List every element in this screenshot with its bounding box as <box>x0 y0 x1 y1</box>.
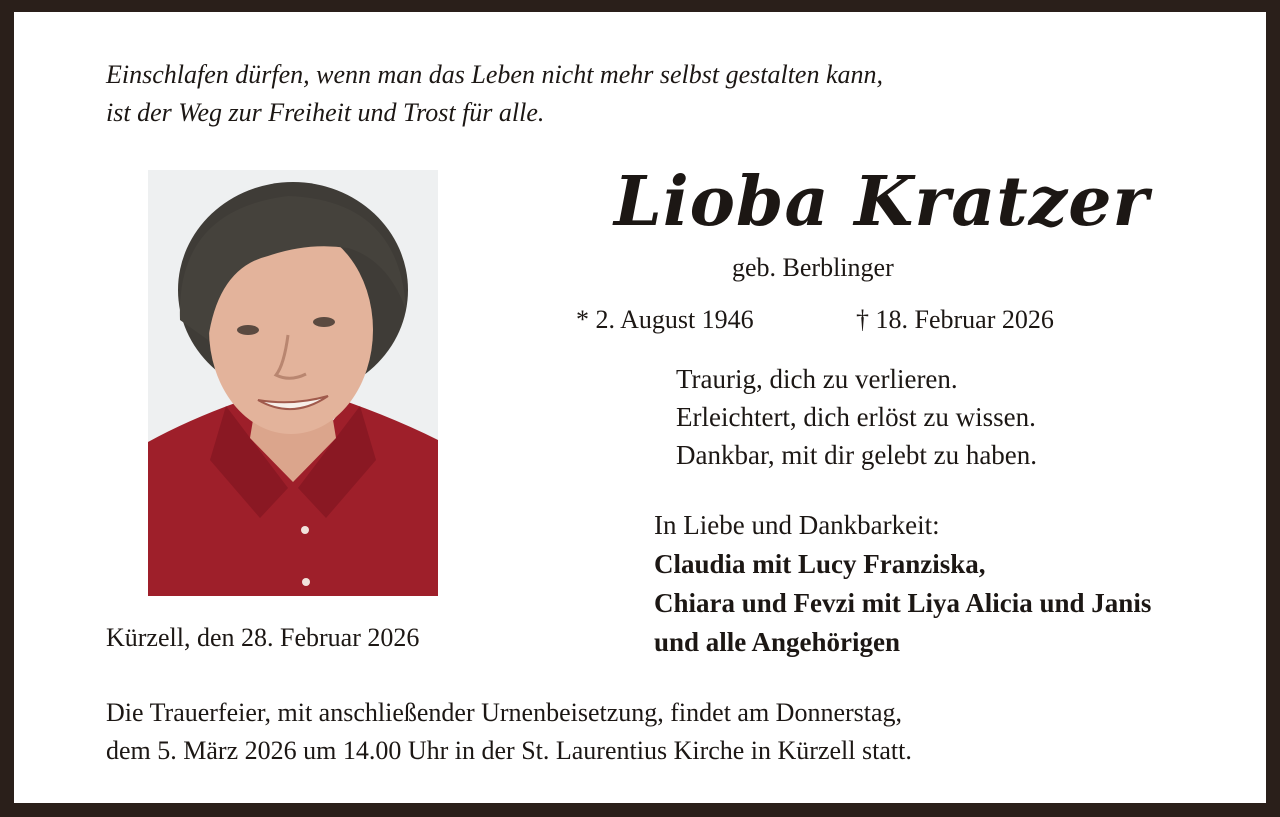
quote-line-2: ist der Weg zur Freiheit und Trost für alle. <box>106 98 545 127</box>
birth-date: * 2. August 1946 <box>576 305 754 334</box>
verse-line: Dankbar, mit dir gelebt zu haben. <box>676 440 1038 470</box>
mourner-name: Claudia mit Lucy Franziska, <box>654 549 986 579</box>
mourners-intro: In Liebe und Dankbarkeit: <box>654 510 940 540</box>
mourner-name: und alle Angehörigen <box>654 627 901 657</box>
mourners-block <box>654 506 1151 662</box>
opening-quote <box>106 56 883 132</box>
obituary-card <box>14 12 1266 803</box>
service-announcement <box>106 694 912 770</box>
portrait-illustration <box>148 170 438 596</box>
service-line-2: dem 5. März 2026 um 14.00 Uhr in der St. Laurentius Kirche in Kürzell statt. <box>106 736 912 765</box>
death-date: † 18. Februar 2026 <box>856 305 1054 334</box>
service-line-1: Die Trauerfeier, mit anschließender Urnenbeisetzung, findet am Donnerstag, <box>106 698 903 727</box>
deceased-name: Lioba Kratzer <box>614 162 1150 242</box>
mourner-name: Chiara und Fevzi mit Liya Alicia und Janis <box>654 588 1152 618</box>
memorial-verse <box>676 360 1037 474</box>
portrait-photo <box>148 170 438 596</box>
maiden-name: geb. Berblinger <box>732 253 894 282</box>
verse-line: Traurig, dich zu verlieren. <box>676 364 958 394</box>
place-and-date: Kürzell, den 28. Februar 2026 <box>106 623 420 652</box>
verse-line: Erleichtert, dich erlöst zu wissen. <box>676 402 1036 432</box>
quote-line-1: Einschlafen dürfen, wenn man das Leben nicht mehr selbst gestalten kann, <box>106 60 884 89</box>
